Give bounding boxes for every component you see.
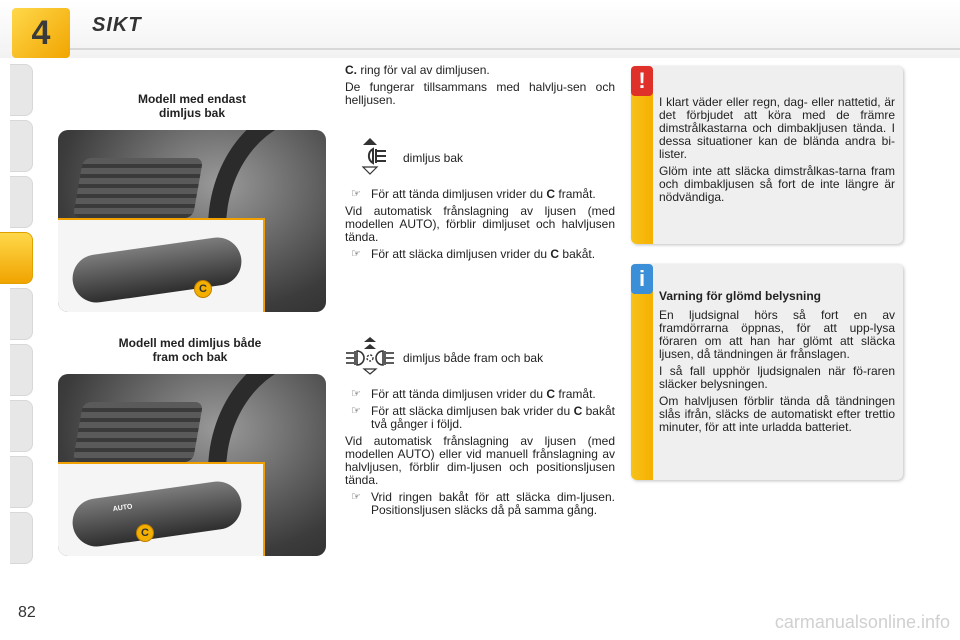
chapter-tab-3[interactable] <box>10 176 33 228</box>
front-rear-fog-icon <box>344 336 396 376</box>
rear-fog-label: dimljus bak <box>403 151 464 165</box>
ring-label: C. <box>345 63 357 77</box>
ring-label: C <box>573 404 583 418</box>
warning-sidebar <box>631 80 653 244</box>
ring-label: C <box>546 387 556 401</box>
pointer-icon: ☞ <box>351 388 361 400</box>
paragraph: Vid automatisk frånslagning av ljusen (med modellen AUTO) eller vid manuell frånslagning av halvljusen, förblir dim-ljusen och positionsljusen tända. <box>345 434 615 487</box>
bullet-text: För att släcka dimljusen vrider du <box>371 247 551 261</box>
front-rear-fog-instructions <box>345 388 615 521</box>
paragraph: I så fall upphör ljudsignalen när fö-raren släcker belysningen. <box>659 364 895 391</box>
bullet-item <box>345 491 615 517</box>
page-number: 82 <box>18 604 36 621</box>
chapter-tab-strip <box>0 64 34 584</box>
photo-stalk-front-rear-fog <box>58 374 326 556</box>
caption-rear-fog-only <box>102 92 282 120</box>
paragraph: Vid automatisk frånslagning av ljusen (med modellen AUTO), förblir dimljuset och halvljusen tända. <box>345 204 615 244</box>
chapter-tab-7[interactable] <box>10 400 33 452</box>
ring-label: C <box>550 247 560 261</box>
ring-c-badge: C <box>194 280 212 298</box>
chapter-tab-9[interactable] <box>10 512 33 564</box>
intro-text <box>345 64 615 111</box>
photo-stalk-rear-fog <box>58 130 326 312</box>
bullet-item <box>345 388 615 401</box>
rear-fog-instructions <box>345 188 615 265</box>
rear-fog-icon <box>350 136 390 176</box>
chapter-tab-2[interactable] <box>10 120 33 172</box>
front-rear-fog-label: dimljus både fram och bak <box>403 351 544 365</box>
caption-line: dimljus bak <box>158 106 226 120</box>
bullet-item <box>345 405 615 431</box>
caption-line: fram och bak <box>152 350 228 364</box>
exclamation-icon: ! <box>631 66 653 96</box>
paragraph: En ljudsignal hörs så fort en av framdörrarna öppnas, för att upp-lysa föraren om att han har glömt att släcka ljusen, då tändningen är frånslagen. <box>659 308 895 361</box>
air-vent <box>73 158 204 218</box>
bullet-text: bakåt två gånger i följd. <box>371 404 615 431</box>
bullet-text: bakåt. <box>559 247 596 261</box>
watermark: carmanualsonline.info <box>774 612 950 632</box>
chapter-tab-1[interactable] <box>10 64 33 116</box>
paragraph: Glöm inte att släcka dimstrålkas-tarna fram och dimbakljusen så fort de inte längre är nödvändiga. <box>659 164 895 204</box>
ring-c-badge: C <box>136 524 154 542</box>
bullet-text: För att tända dimljusen vrider du <box>371 387 547 401</box>
air-vent <box>73 402 204 462</box>
bullet-text: För att tända dimljusen vrider du <box>371 187 547 201</box>
caption-line: Modell med dimljus både <box>118 336 262 350</box>
bullet-text: framåt. <box>555 187 596 201</box>
header-divider <box>70 48 960 50</box>
info-sidebar <box>631 278 653 480</box>
auto-label: AUTO <box>112 503 133 514</box>
bullet-item <box>345 188 615 201</box>
intro-desc: ring för val av dimljusen. <box>357 63 490 77</box>
warning-body <box>659 96 895 208</box>
pointer-icon: ☞ <box>351 188 361 200</box>
bullet-text: framåt. <box>555 387 596 401</box>
page-title: SIKT <box>92 14 142 36</box>
info-title: Varning för glömd belysning <box>659 289 822 303</box>
bullet-text: Vrid ringen bakåt för att släcka dim-ljusen. Positionsljusen släcks då på samma gång. <box>371 490 615 517</box>
chapter-tab-8[interactable] <box>10 456 33 508</box>
pointer-icon: ☞ <box>351 248 361 260</box>
info-body <box>659 290 895 438</box>
chapter-tab-5[interactable] <box>10 288 33 340</box>
warning-box <box>631 66 903 244</box>
bullet-text: För att släcka dimljusen bak vrider du <box>371 404 574 418</box>
bullet-item <box>345 248 615 261</box>
paragraph: De fungerar tillsammans med halvlju-sen och helljusen. <box>345 80 615 107</box>
intro-line <box>345 64 615 77</box>
pointer-icon: ☞ <box>351 405 361 417</box>
info-icon: i <box>631 264 653 294</box>
info-box <box>631 264 903 480</box>
pointer-icon: ☞ <box>351 491 361 503</box>
chapter-number: 4 <box>31 14 51 52</box>
paragraph: Om halvljusen förblir tända då tändningen slås ifrån, släcks de automatiskt efter trettio minuter, för att inte urladda batteriet. <box>659 394 895 434</box>
chapter-tab-6[interactable] <box>10 344 33 396</box>
ring-label: C <box>546 187 556 201</box>
paragraph: I klart väder eller regn, dag- eller nattetid, är det förbjudet att köra med de främre dimstrålkastarna och dimbakljusen tända. I dessa situationer kan de blända andra bi-lister. <box>659 95 895 161</box>
caption-line: Modell med endast <box>137 92 247 106</box>
chapter-tab-4-active[interactable] <box>0 232 33 284</box>
caption-front-rear-fog <box>100 336 280 364</box>
